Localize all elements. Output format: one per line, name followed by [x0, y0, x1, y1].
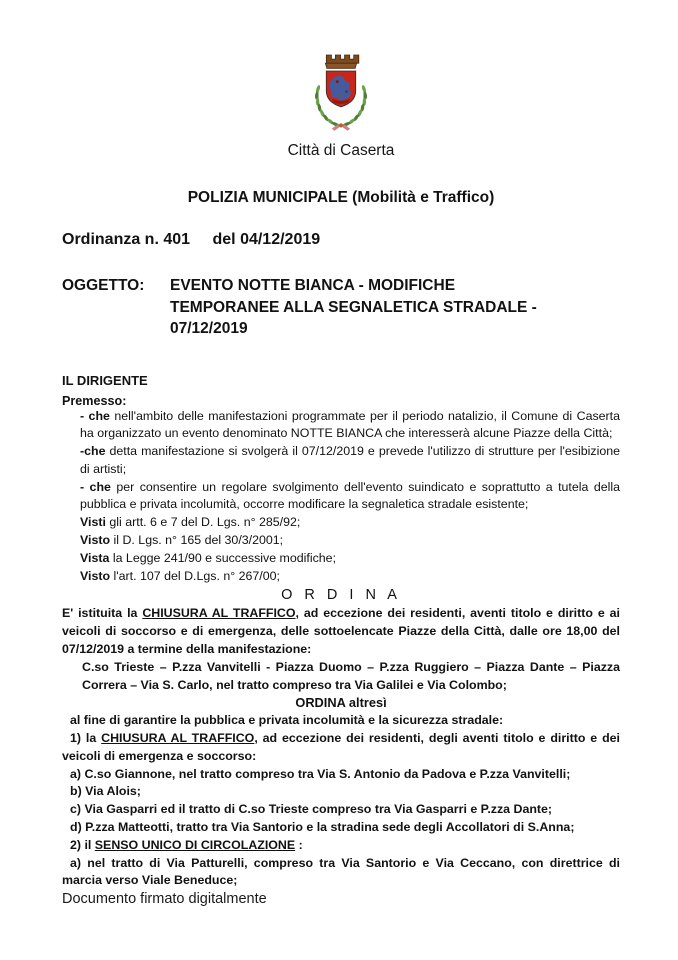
premise-item-lead: -che	[80, 444, 106, 459]
closure-subitem-b: b) Via Alois;	[70, 784, 141, 799]
citation-text: l'art. 107 del D.Lgs. n° 267/00;	[110, 568, 280, 583]
premise-item	[62, 408, 620, 444]
one-way-subitem-a: a) nel tratto di Via Patturelli, compreso tra Via Santorio e Via Ceccano, con direttrice di marcia verso Viale Beneduce;	[62, 855, 620, 888]
ordina-altresi-heading: ORDINA altresì	[295, 695, 387, 711]
ordina-paragraph-post: , ad eccezione dei residenti, aventi titolo e diritto e ai veicoli di soccorso e di emergenza, delle sottoelencate Piazze della Città, dalle ore 18,00 del 07/12/2019 a termine della manifestazione:	[62, 606, 620, 657]
subject-block	[62, 275, 620, 340]
citation-line	[62, 568, 620, 586]
citation-text: la Legge 241/90 e successive modifiche;	[109, 550, 337, 565]
premise-item-text: detta manifestazione si svolgerà il 07/12/2019 e prevede l'utilizzo di strutture per l'esibizione di artisti;	[80, 444, 620, 476]
closure-subitem-c: c) Via Gasparri ed il tratto di C.so Trieste compreso tra Via Gasparri e P.zza Dante;	[70, 802, 553, 817]
closure-item-1-post: , ad eccezione dei residenti, degli aventi titolo e diritto e dei veicoli di emergenza e soccorso:	[62, 731, 620, 763]
ordinance-number: Ordinanza n. 401	[62, 231, 191, 248]
signature-note: Documento firmato digitalmente	[62, 891, 267, 908]
closure-subitem-a: a) C.so Giannone, nel tratto compreso tra Via S. Antonio da Padova e P.zza Vanvitelli;	[70, 766, 571, 781]
closure-term-underlined: CHIUSURA AL TRAFFICO	[142, 606, 296, 621]
closed-streets-list: C.so Trieste – P.zza Vanvitelli - Piazza Duomo – P.zza Ruggiero – Piazza Dante – Piazza Correra – Via S. Carlo, nel tratto compreso tra Via Galilei e Via Colombo;	[82, 659, 620, 692]
premise-item-lead: - che	[80, 408, 110, 423]
premise-item-text: nell'ambito delle manifestazioni programmate per il periodo natalizio, il Comune di Caserta ha organizzato un evento denominato NOTTE BIANCA che interesserà alcune Piazze della Città;	[80, 408, 621, 441]
closure-item-1-pre: 1) la	[70, 731, 102, 746]
ordina-paragraph	[62, 605, 620, 658]
ordinance-heading	[62, 231, 620, 249]
premise-label: Premesso:	[62, 393, 127, 408]
closure-term-underlined: CHIUSURA AL TRAFFICO	[101, 731, 255, 746]
citation-line	[62, 514, 620, 532]
one-way-item-2-pre: 2) il	[70, 837, 95, 852]
crown-icon	[325, 55, 358, 68]
citation-lead: Visti	[80, 515, 106, 530]
subject-text: EVENTO NOTTE BIANCA - MODIFICHE TEMPORANEE ALLA SEGNALETICA STRADALE - 07/12/2019	[170, 277, 537, 337]
ordina-heading: O R D I N A	[281, 587, 401, 604]
premise-item-text: per consentire un regolare svolgimento dell'evento suindicato e soprattutto a tutela della pubblica e privata incolumità, occorre modificare la segnaletica stradale esistente;	[80, 479, 621, 512]
ordina-paragraph-pre: E' istituita la	[62, 606, 143, 621]
premise-item	[62, 443, 620, 479]
citation-text: gli artt. 6 e 7 del D. Lgs. n° 285/92;	[105, 515, 301, 530]
department-title: POLIZIA MUNICIPALE (Mobilità e Traffico)	[187, 189, 495, 206]
premise-item	[62, 479, 620, 515]
subject-label: OGGETTO:	[62, 277, 145, 294]
caserta-coat-of-arms-icon	[295, 44, 387, 132]
citation-lead: Visto	[80, 568, 111, 583]
citation-lead: Vista	[80, 550, 110, 565]
closure-subitem-d: d) P.zza Matteotti, tratto tra Via Santorio e la stradina sede degli Accollatori di S.Anna;	[70, 820, 575, 835]
one-way-term-underlined: SENSO UNICO DI CIRCOLAZIONE	[94, 837, 296, 852]
citation-line	[62, 532, 620, 550]
one-way-item-2-post: :	[295, 837, 303, 852]
city-name: Città di Caserta	[287, 142, 395, 159]
citation-lead: Visto	[80, 533, 111, 548]
citation-text: il D. Lgs. n° 165 del 30/3/2001;	[110, 533, 284, 548]
authority-title: IL DIRIGENTE	[62, 372, 148, 388]
premise-item-lead: - che	[80, 479, 111, 494]
safety-intro: al fine di garantire la pubblica e privata incolumità e la sicurezza stradale:	[70, 713, 504, 728]
ordinance-date: del 04/12/2019	[212, 231, 321, 248]
crest-container	[62, 0, 620, 137]
one-way-item-2	[62, 837, 620, 855]
shield-icon	[326, 71, 355, 107]
closure-item-1	[62, 730, 620, 766]
citation-line	[62, 550, 620, 568]
